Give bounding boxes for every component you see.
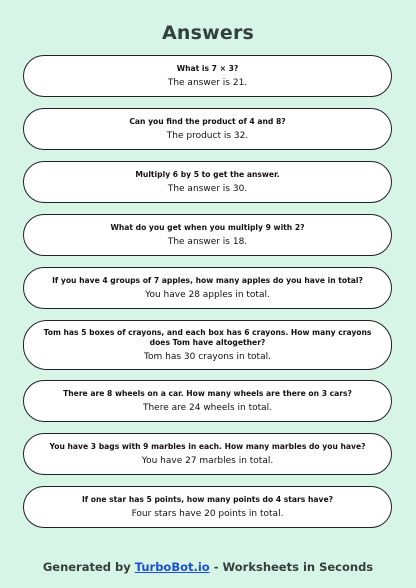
footer-prefix: Generated by [42, 560, 135, 574]
answer-card [23, 433, 392, 475]
answer-text: The answer is 21. [167, 77, 248, 88]
answer-card [23, 55, 392, 97]
answer-text: The product is 32. [166, 130, 249, 141]
page-title: Answers [161, 22, 255, 44]
turbobot-link[interactable]: TurboBot.io [134, 560, 210, 574]
question-text: Can you find the product of 4 and 8? [129, 116, 286, 126]
question-text: If you have 4 groups of 7 apples, how many apples do you have in total? [52, 275, 363, 285]
answer-card [23, 267, 392, 309]
answer-card [23, 214, 392, 256]
answers-list [23, 55, 392, 539]
question-text: You have 3 bags with 9 marbles in each. How many marbles do you have? [49, 441, 366, 451]
question-text: There are 8 wheels on a car. How many wheels are there on 3 cars? [63, 388, 352, 398]
answer-text: You have 28 apples in total. [145, 289, 270, 300]
answer-text: You have 27 marbles in total. [141, 455, 274, 466]
answer-text: The answer is 18. [167, 236, 248, 247]
question-text: What is 7 × 3? [176, 63, 239, 73]
answer-text: Tom has 30 crayons in total. [144, 351, 271, 362]
question-text: Tom has 5 boxes of crayons, and each box has 6 crayons. How many crayons does Tom have altogether? [43, 327, 372, 347]
question-text: What do you get when you multiply 9 with 2? [110, 222, 305, 232]
answer-card [23, 161, 392, 203]
footer [0, 560, 416, 574]
answer-card [23, 320, 392, 370]
answer-card [23, 380, 392, 422]
answer-card [23, 108, 392, 150]
answer-text: The answer is 30. [167, 183, 248, 194]
answer-text: There are 24 wheels in total. [142, 402, 273, 413]
answer-card [23, 486, 392, 528]
question-text: Multiply 6 by 5 to get the answer. [135, 169, 280, 179]
footer-suffix: - Worksheets in Seconds [209, 560, 374, 574]
answer-text: Four stars have 20 points in total. [131, 508, 284, 519]
question-text: If one star has 5 points, how many points do 4 stars have? [81, 494, 334, 504]
